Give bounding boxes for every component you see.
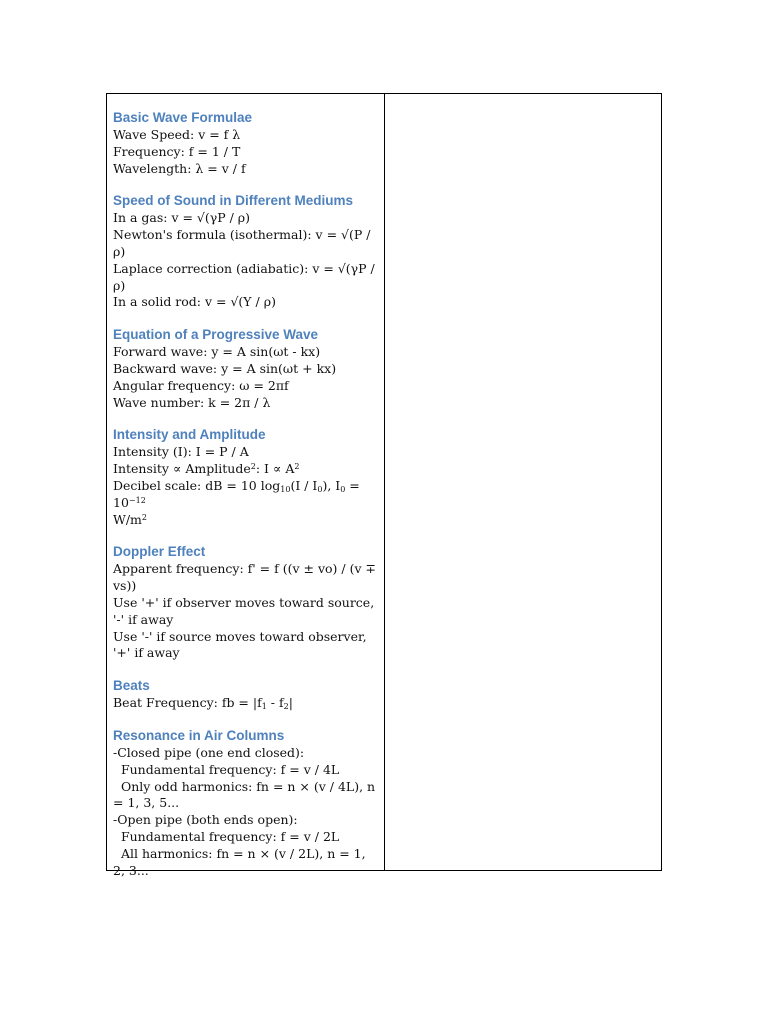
formula-line: Wavelength: λ = v / f bbox=[113, 160, 246, 176]
section-heading: Beats bbox=[113, 678, 150, 694]
section-heading: Resonance in Air Columns bbox=[113, 727, 285, 743]
cell-content bbox=[113, 109, 379, 894]
formula-line bbox=[113, 695, 379, 712]
formula-line: Fundamental frequency: f = v / 2L bbox=[113, 828, 340, 844]
formula-line: Fundamental frequency: f = v / 4L bbox=[113, 761, 340, 777]
formula-line: Laplace correction (adiabatic): v = √(γP / ρ) bbox=[113, 260, 379, 293]
subscript: 0 bbox=[340, 484, 346, 494]
text-run: | bbox=[288, 695, 293, 711]
formula-line: -Open pipe (both ends open): bbox=[113, 812, 298, 828]
section-heading: Doppler Effect bbox=[113, 544, 206, 560]
subscript: 1 bbox=[261, 702, 267, 712]
text-run: (I / I bbox=[290, 477, 318, 493]
formula-line bbox=[113, 461, 379, 478]
formula-line: Backward wave: y = A sin(ωt + kx) bbox=[113, 360, 337, 376]
notes-table bbox=[106, 93, 662, 878]
section-progressive-wave bbox=[113, 326, 379, 411]
section-heading: Basic Wave Formulae bbox=[113, 110, 253, 125]
formula-line: Forward wave: y = A sin(ωt - kx) bbox=[113, 344, 321, 360]
section-doppler bbox=[113, 543, 379, 662]
section-heading: Speed of Sound in Different Mediums bbox=[113, 193, 354, 209]
text-run: = 10 bbox=[113, 477, 364, 510]
formula-line: Only odd harmonics: fn = n × (v / 4L), n = 1, 3, 5... bbox=[113, 778, 380, 811]
section-speed-of-sound bbox=[113, 192, 379, 311]
formula-line: In a gas: v = √(γP / ρ) bbox=[113, 210, 251, 226]
superscript: 2 bbox=[294, 462, 300, 472]
subscript: 10 bbox=[280, 484, 291, 494]
formula-line: Use '+' if observer moves toward source, '-' if away bbox=[113, 594, 379, 627]
text-run: Decibel scale: dB = 10 log bbox=[113, 477, 281, 493]
section-resonance bbox=[113, 727, 379, 879]
formula-line: Wave Speed: v = f λ bbox=[113, 127, 241, 142]
formula-line: Angular frequency: ω = 2πf bbox=[113, 377, 289, 393]
text-run: ), I bbox=[322, 477, 341, 493]
formula-line: Frequency: f = 1 / T bbox=[113, 143, 241, 159]
formula-line: Use '-' if source moves toward observer, '+' if away bbox=[113, 628, 371, 661]
formula-line: Newton's formula (isothermal): v = √(P / ρ) bbox=[113, 227, 375, 259]
subscript: 2 bbox=[283, 702, 289, 712]
section-intensity bbox=[113, 426, 379, 528]
text-run: : I ∝ A bbox=[255, 461, 295, 477]
superscript: 2 bbox=[250, 462, 256, 472]
formula-line: -Closed pipe (one end closed): bbox=[113, 744, 305, 760]
formula-line: In a solid rod: v = √(Y / ρ) bbox=[113, 294, 276, 310]
formula-line: Apparent frequency: f' = f ((v ± vo) / (v ∓ vs)) bbox=[113, 561, 380, 594]
text-run: Beat Frequency: fb = |f bbox=[113, 695, 262, 711]
section-beats bbox=[113, 677, 379, 712]
formula-line bbox=[113, 478, 379, 528]
superscript: −12 bbox=[128, 495, 146, 505]
text-run: - f bbox=[266, 695, 284, 711]
superscript: 2 bbox=[141, 512, 148, 522]
text-run: W/m bbox=[113, 511, 142, 527]
section-heading: Intensity and Amplitude bbox=[113, 427, 266, 443]
section-basic-wave bbox=[113, 109, 379, 177]
subscript: 0 bbox=[317, 484, 323, 494]
formula-line: Wave number: k = 2π / λ bbox=[113, 394, 271, 410]
formula-line: All harmonics: fn = n × (v / 2L), n = 1, 2, 3... bbox=[113, 845, 370, 878]
right-cell bbox=[385, 94, 661, 870]
formula-line: Intensity (I): I = P / A bbox=[113, 444, 249, 460]
left-cell bbox=[107, 94, 385, 878]
section-heading: Equation of a Progressive Wave bbox=[113, 327, 319, 343]
text-run: Intensity ∝ Amplitude bbox=[113, 461, 251, 477]
